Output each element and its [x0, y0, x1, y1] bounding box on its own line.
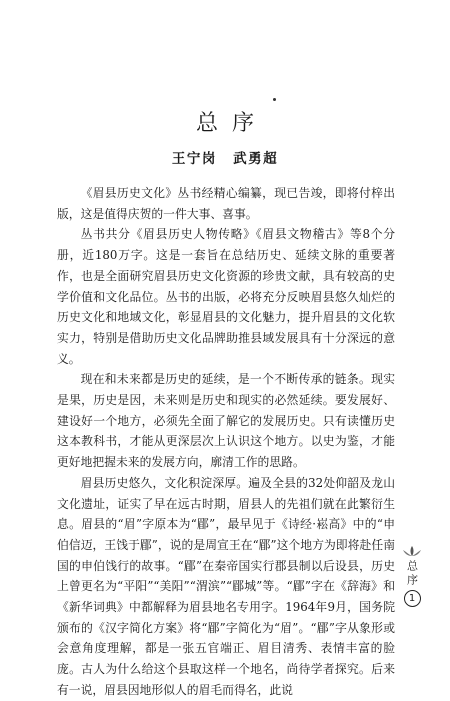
page-title: 总序	[195, 111, 268, 136]
paragraph: 现在和未来都是历史的延续，是一个不断传承的链条。现实是果，历史是因，未来则是历史和现实的必然延续。要发展好、建设好一个地方，必须先全面了解它的发展历史。只有读懂历史这本教科书，才能从更深层次上认识这个地方。以史为鉴，才能更好地把握未来的发展方向，廓清工作的思路。	[57, 372, 395, 470]
stray-dot	[273, 98, 276, 101]
paragraph: 《眉县历史文化》丛书经精心编纂，现已告竣，即将付梓出版，这是值得庆贺的一件大事、喜事。	[57, 186, 395, 221]
side-tab-label: 总序	[405, 560, 419, 588]
authors-line: 王宁岗 武勇超	[171, 151, 279, 167]
paragraph: 丛书共分《眉县历史人物传略》《眉县文物稽古》等8个分册，近180万字。这是一套旨在总结历史、延续文脉的重要著作，也是全面研究眉县历史文化资源的珍贵文献，具有较高的史学价值和文化品位。丛书的出版，必将充分反映眉县悠久灿烂的历史文化和地域文化，彰显眉县的文化魅力，提升眉县的文化软实力，特别是借助历史文化品牌助推县域发展具有十分深远的意义。	[57, 227, 395, 366]
side-tab	[397, 545, 427, 607]
body-text	[57, 183, 395, 701]
page-number: 1	[404, 590, 421, 607]
lotus-ornament-icon	[402, 545, 422, 557]
paragraph: 眉县历史悠久，文化积淀深厚。遍及全县的32处仰韶及龙山文化遗址，证实了早在远古时期，眉县人的先祖们就在此繁衍生息。眉县的“眉”字原本为“郿”，最早见于《诗经·崧高》中的“申伯信迈，王饯于郿”，说的是周宣王在“郿”这个地方为即将赴任南国的申伯饯行的故事。“郿”在秦帝国实行郡县制以后设县，历史上曾更名为“平阳”“美阳”“渭滨”“郿城”等。“郿”字在《辞海》和《新华词典》中都解释为眉县地名专用字。1964年9月，国务院颁布的《汉字简化方案》将“郿”字简化为“眉”。“郿”字从象形或会意角度理解，都是一张五官端正、眉目清秀、表情丰富的脸庞。古人为什么给这个县取这样一个地名，尚待学者探究。后来有一说，眉县因地形似人的眉毛而得名，此说	[57, 475, 395, 697]
